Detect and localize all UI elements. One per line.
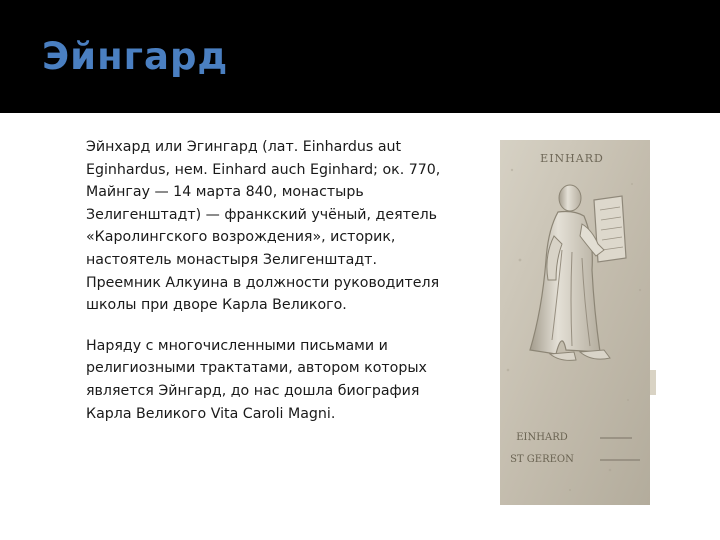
einhard-relief-photo bbox=[500, 140, 650, 505]
svg-text:ST GEREON: ST GEREON bbox=[510, 454, 574, 465]
slide-title: Эйнгард bbox=[42, 35, 229, 78]
photo-edge-fragment bbox=[650, 370, 656, 395]
relief-top-inscription: EINHARD bbox=[540, 152, 604, 165]
svg-text:EINHARD: EINHARD bbox=[516, 432, 568, 443]
paragraph-biography: Эйнхард или Эгингард (лат. Einhardus aut Eginhardus, нем. Einhard auch Eginhard; ок. 770, Майнгау — 14 марта 840, монастырь Зелигенштадт) — франкский учёный, деятель «Каролингского возрождения», историк, настоятель монастыря Зелигенштадт. Преемник Алкуина в должности руководителя школы при дворе Карла Великого. bbox=[86, 139, 441, 314]
paragraph-works: Наряду с многочисленными письмами и религиозными трактатами, автором которых является Эйнгард, до нас дошла биография Карла Великого Vita Caroli Magni. bbox=[86, 337, 427, 422]
body-text bbox=[86, 136, 446, 443]
